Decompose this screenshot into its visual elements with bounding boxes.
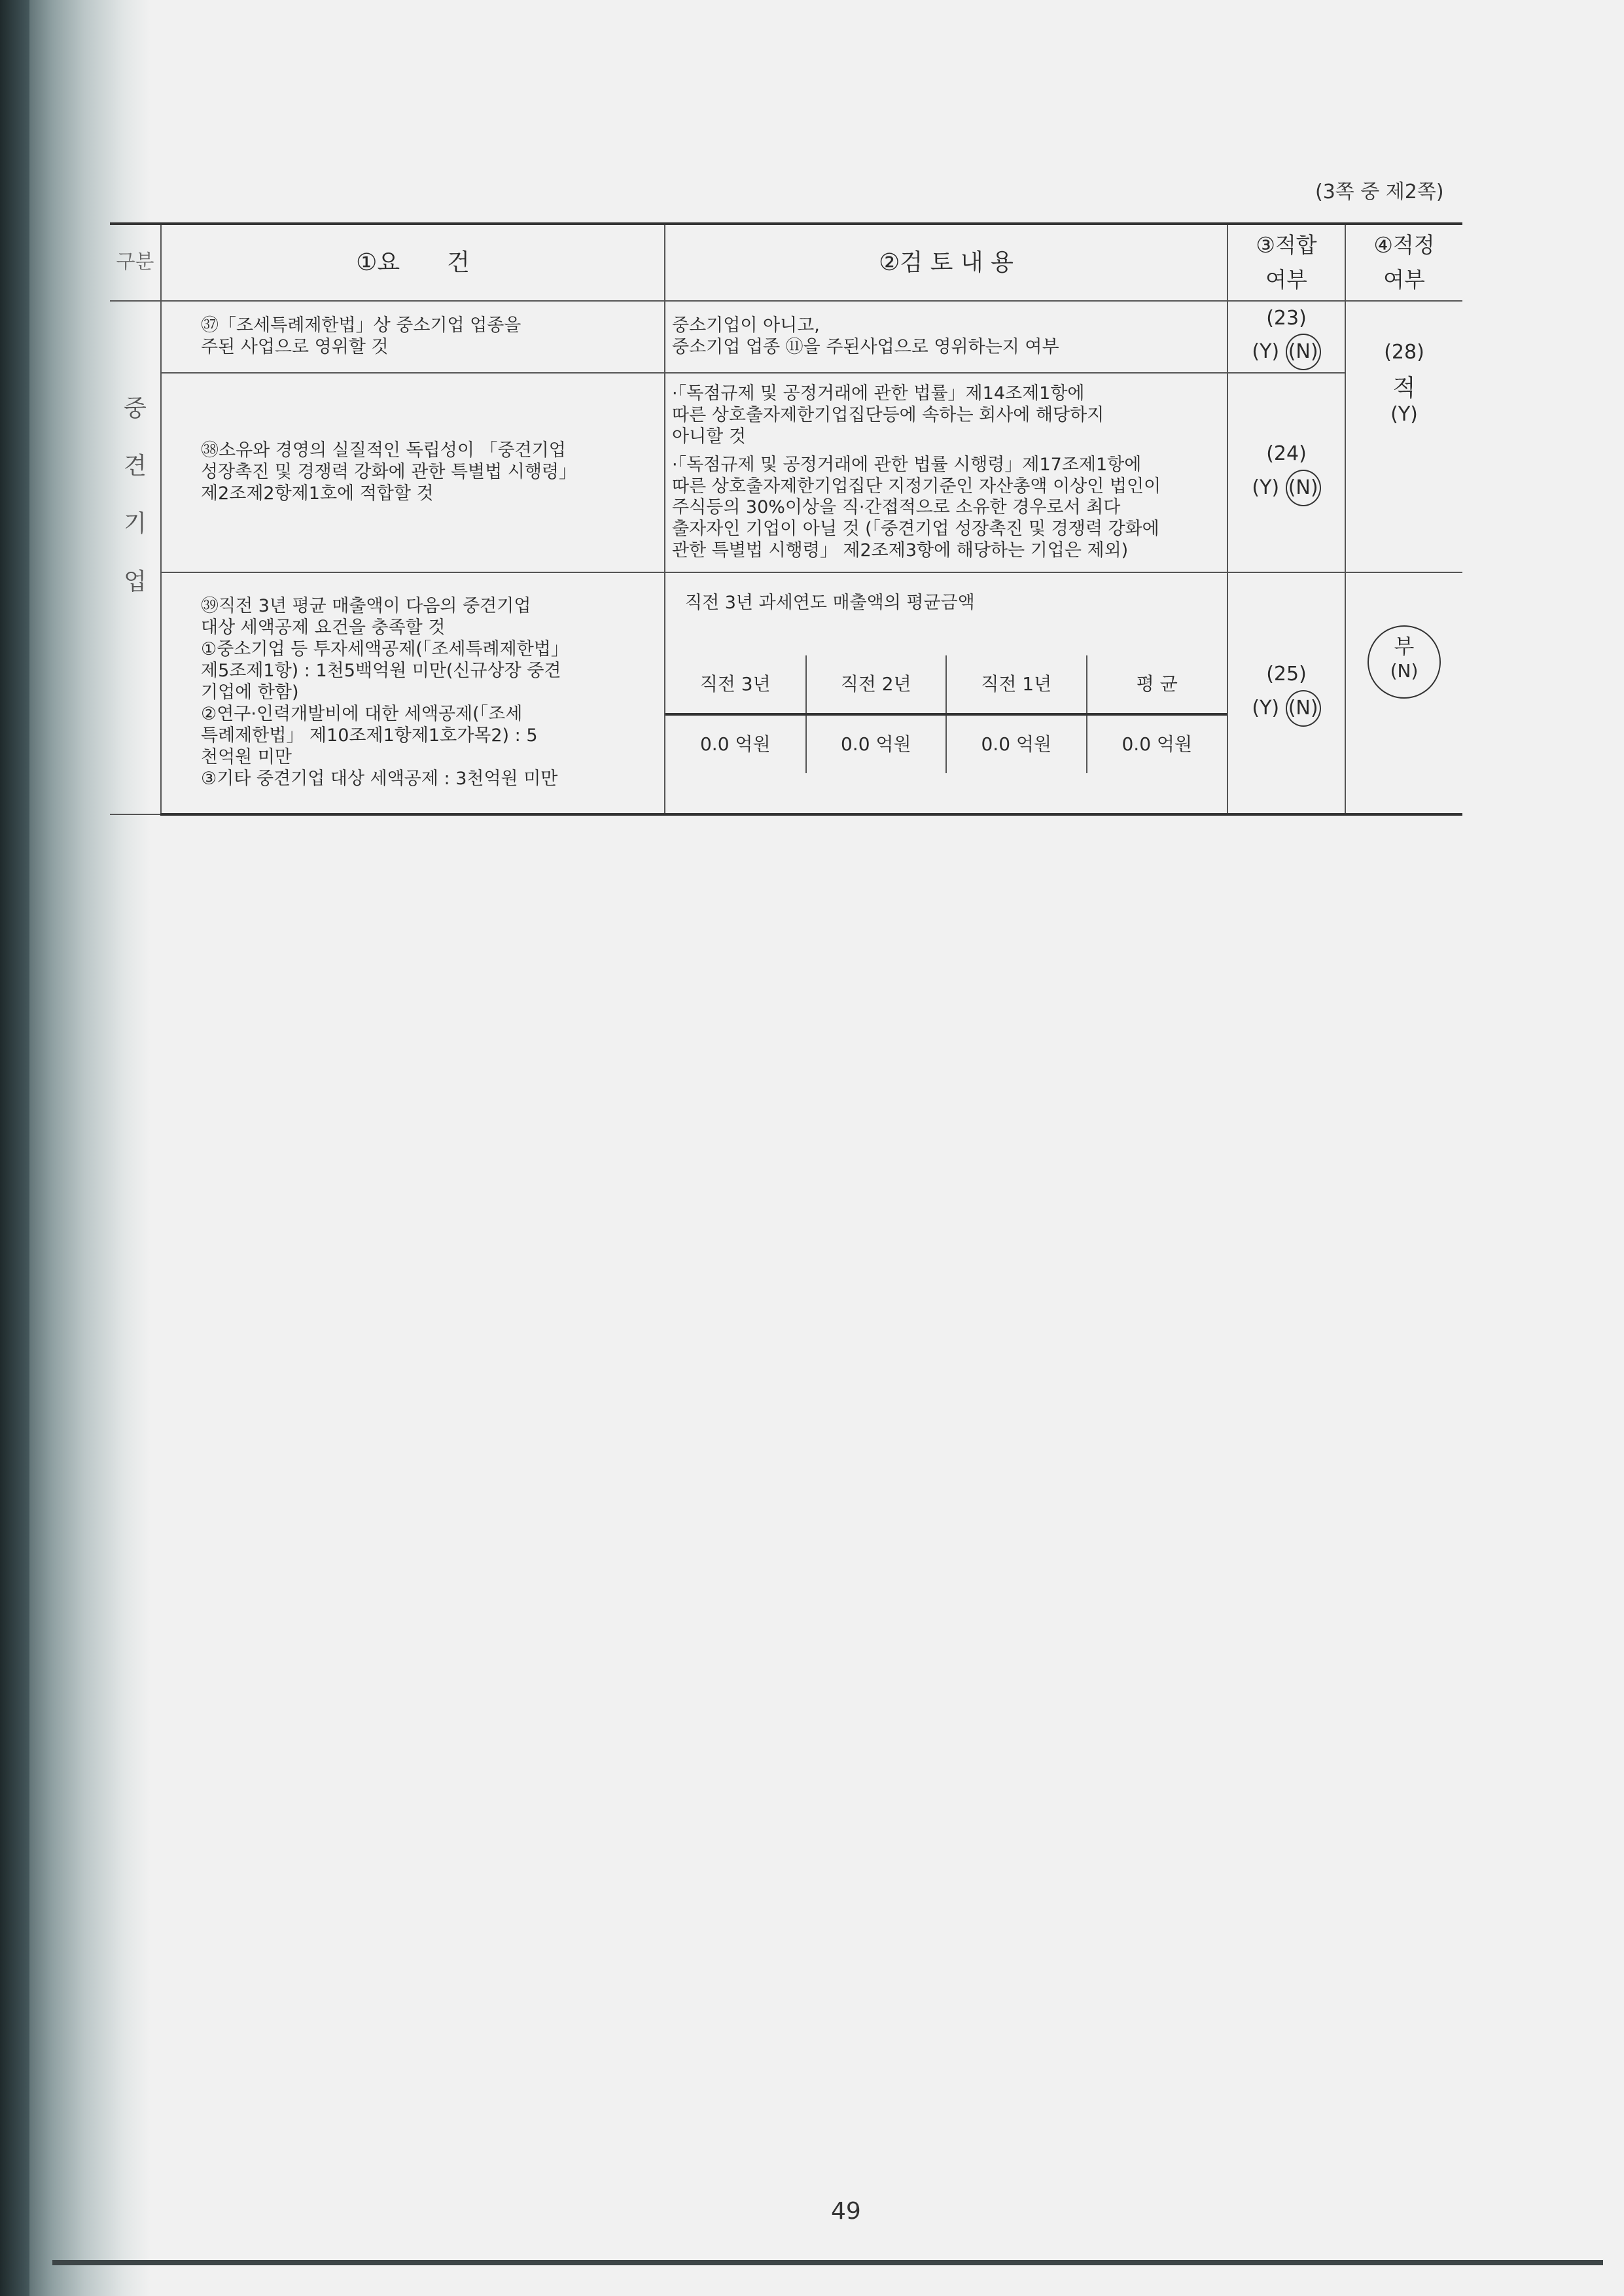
- review-item: ·「독점규제 및 공정거래에 관한 법률」제14조제1항에 따른 상호출자제한기업집단등에 속하는 회사에 해당하지 아니할 것: [672, 383, 1104, 447]
- proper-code: (Y): [1390, 402, 1418, 426]
- year-value: 0.0 억원: [806, 714, 947, 773]
- header-requirement: ①요 건: [161, 224, 665, 301]
- fit-cell-25: [1227, 572, 1345, 814]
- page-number: 49: [831, 2198, 861, 2225]
- proper-cell-top: [1345, 301, 1462, 572]
- year-value: 0.0 억원: [665, 714, 806, 773]
- fit-cell-23: [1227, 301, 1345, 373]
- fit-number: (23): [1266, 306, 1307, 330]
- year-header: 직전 1년: [946, 655, 1087, 714]
- fit-n-circled: (N): [1286, 334, 1321, 370]
- fit-n-circled: (N): [1286, 690, 1321, 727]
- fit-number: (25): [1266, 663, 1307, 686]
- sales-years-table: [665, 655, 1227, 773]
- book-spine-edge: [0, 0, 29, 2296]
- header-fit: ③적합 여부: [1227, 224, 1345, 301]
- table-row: [110, 572, 1462, 814]
- proper-label: 적: [1392, 374, 1416, 402]
- header-review: ②검 토 내 용: [665, 224, 1227, 301]
- header-proper: ④적정 여부: [1345, 224, 1462, 301]
- review-39: [665, 572, 1227, 814]
- table-row: [110, 301, 1462, 373]
- review-37: 중소기업이 아니고, 중소기업 업종 ⑪을 주된사업으로 영위하는지 여부: [665, 301, 1227, 373]
- page-note: (3쪽 중 제2쪽): [1315, 181, 1444, 203]
- proper-label: 부: [1394, 634, 1415, 659]
- fit-y: (Y): [1252, 340, 1280, 364]
- year-header: 직전 3년: [665, 655, 806, 714]
- proper-cell-bottom: [1345, 572, 1462, 814]
- requirement-37: ㊲「조세특례제한법」상 중소기업 업종을 주된 사업으로 영위할 것: [161, 301, 665, 373]
- fit-number: (24): [1266, 442, 1307, 466]
- review-table: [110, 222, 1462, 816]
- requirement-38: ㊳소유와 경영의 실질적인 독립성이 「중견기업 성장촉진 및 경쟁력 강화에 관한 특별법 시행령」 제2조제2항제1호에 적합할 것: [161, 373, 665, 572]
- proper-circled-no: [1368, 625, 1441, 699]
- fit-cell-24: [1227, 373, 1345, 572]
- table-row: [110, 373, 1462, 572]
- table-header-row: [110, 224, 1462, 301]
- header-category: 구분: [110, 224, 161, 301]
- fit-n-circled: (N): [1286, 470, 1321, 506]
- category-label: 중 견 기 업: [110, 301, 161, 814]
- review-38: [665, 373, 1227, 572]
- year-header: 직전 2년: [806, 655, 947, 714]
- year-header: 평 균: [1087, 655, 1227, 714]
- proper-code: (N): [1390, 660, 1419, 682]
- review-item: ·「독점규제 및 공정거래에 관한 법률 시행령」제17조제1항에 따른 상호출자제한기업집단 지정기준인 자산총액 이상인 법인이 주식등의 30%이상을 직·간접적으로 소유한 경우로서 최다 출자자인 기업이 아닐 것 (「중견기업 성장촉진 및 경쟁력 강화에 관한 특별법 시행령」 제2조제3항에 해당하는 기업은 제외): [672, 454, 1161, 561]
- proper-number: (28): [1384, 341, 1424, 364]
- review-avg-label: 직전 3년 과세연도 매출액의 평균금액: [685, 593, 975, 613]
- bottom-rule: [52, 2260, 1603, 2265]
- fit-y: (Y): [1252, 476, 1280, 499]
- year-value: 0.0 억원: [1087, 714, 1227, 773]
- fit-y: (Y): [1252, 696, 1280, 720]
- year-value: 0.0 억원: [946, 714, 1087, 773]
- requirement-39: ㊴직전 3년 평균 매출액이 다음의 중견기업 대상 세액공제 요건을 충족할 것 ①중소기업 등 투자세액공제(「조세특례제한법」 제5조제1항) : 1천5백억원 미만(신규상장 중견 기업에 한함) ②연구·인력개발비에 대한 세액공제(「조세 특례제한법」 제10조제1항제1호가목2) : 5 천억원 미만 ③기타 중견기업 대상 세액공제 : 3천억원 미만: [161, 572, 665, 814]
